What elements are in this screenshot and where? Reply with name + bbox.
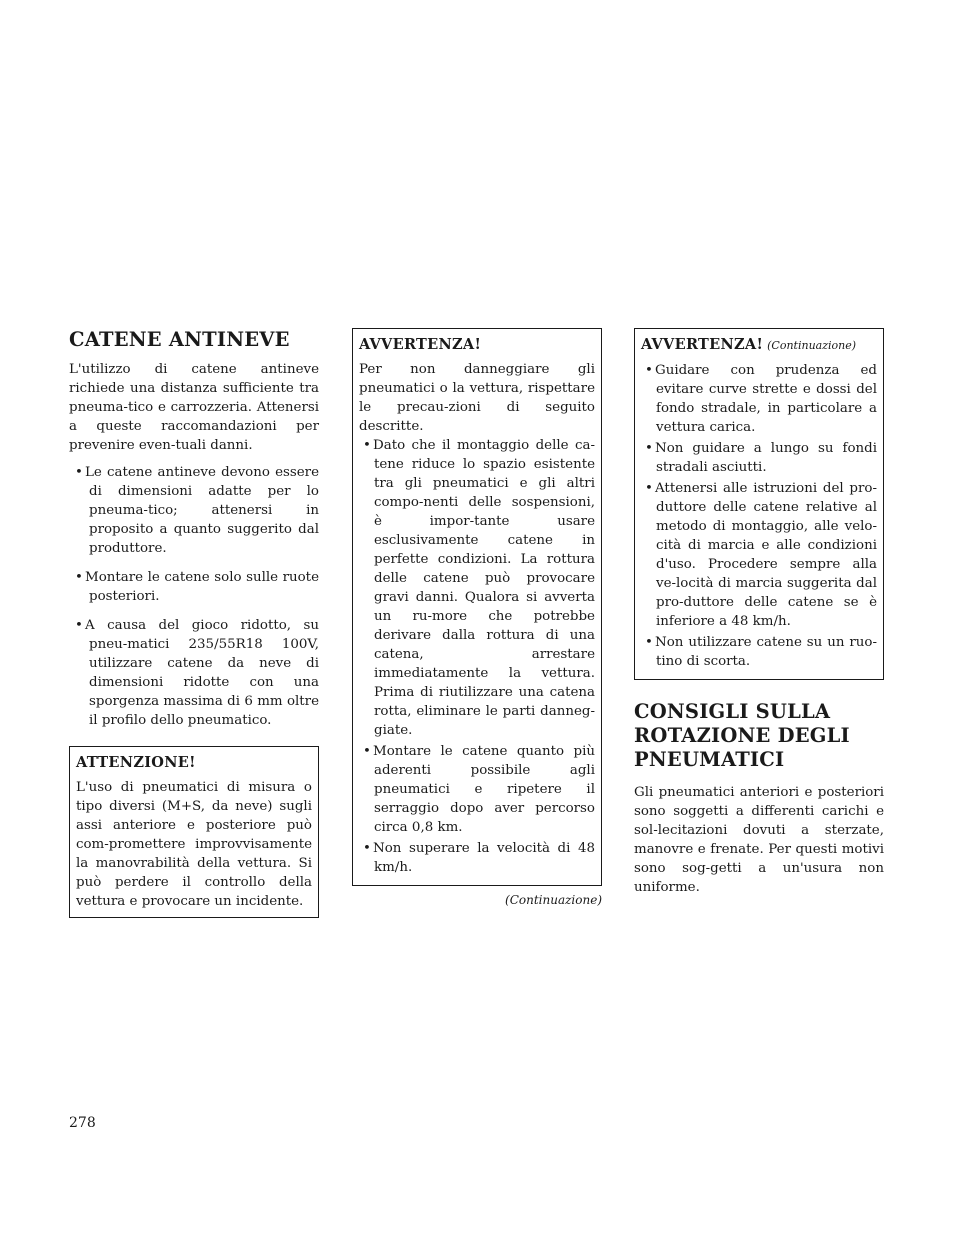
bullet-icon: • (75, 570, 83, 585)
bullet-icon: • (363, 744, 371, 759)
list-item-text: Montare le catene quanto più aderenti possibile agli pneumatici e ripetere il serraggio dopo aver percorso circa 0,8 km. (373, 744, 595, 835)
section-intro: L'utilizzo di catene antineve richiede una distanza sufficiente tra pneuma-tico e carrozzeria. Attenersi a queste raccomandazioni per prevenire even-tuali danni. (69, 362, 319, 453)
attenzione-warning-box (69, 746, 319, 918)
list-item-text: Guidare con prudenza ed evitare curve strette e dossi del fondo stradale, in particolare a vettura carica. (655, 363, 877, 435)
bullet-icon: • (75, 465, 83, 480)
avvertenza-continued-title (641, 336, 877, 355)
list-item (359, 742, 595, 837)
section-title-catene-antineve: CATENE ANTINEVE (69, 328, 290, 351)
list-item (641, 439, 877, 477)
bullet-icon: • (363, 438, 371, 453)
avvertenza-intro: Per non danneggiare gli pneumatici o la vettura, rispettare le precau-zioni di seguito descritte. (359, 362, 595, 434)
list-item (69, 463, 319, 558)
rotazione-text: Gli pneumatici anteriori e posteriori sono soggetti a differenti carichi e sol-lecitazioni dovuti a sterzate, manovre e frenate. Per questi motivi sono sog-getti a un'usura non uniforme. (634, 785, 884, 895)
avvertenza-title: AVVERTENZA! (359, 336, 482, 353)
column-middle (352, 328, 602, 907)
list-item-text: Dato che il montaggio delle ca-tene riduce lo spazio esistente tra gli pneumatici e gli altri compo-nenti delle sospensioni, è impor-tante usare esclusivamente catene in perfette condizioni. La rottura delle catene può provocare gravi danni. Qualora si avverta un ru-more che potrebbe derivare dalla rottura di una catena, arrestare immediatamente la vettura. Prima di riutilizzare una catena rotta, eliminare le parti danneg-giate. (373, 438, 595, 738)
section-title-line: ROTAZIONE DEGLI (634, 724, 850, 747)
bullet-icon: • (363, 841, 371, 856)
section-title-line: CONSIGLI SULLA (634, 700, 831, 723)
catene-bullet-list (69, 463, 319, 730)
list-item (69, 568, 319, 606)
bullet-icon: • (645, 481, 653, 496)
column-right (634, 328, 884, 905)
column-left (69, 328, 319, 918)
avvertenza-bullet-list (359, 436, 595, 877)
list-item (69, 616, 319, 730)
list-item (359, 436, 595, 740)
list-item-text: Non guidare a lungo su fondi stradali asciutti. (655, 441, 877, 475)
section-title-rotazione-pneumatici (634, 700, 884, 772)
bullet-icon: • (645, 441, 653, 456)
attenzione-title: ATTENZIONE! (76, 754, 196, 771)
avvertenza-continued-title-text: AVVERTENZA! (641, 336, 764, 353)
list-item-text: Non utilizzare catene su un ruo-tino di scorta. (655, 635, 877, 669)
list-item-text: Le catene antineve devono essere di dimensioni adatte per lo pneuma-tico; attenersi in proposito a quanto suggerito dal produttore. (85, 465, 319, 556)
avvertenza-continued-suffix: (Continuazione) (767, 339, 857, 352)
attenzione-text: L'uso di pneumatici di misura o tipo diversi (M+S, da neve) sugli assi anteriore e posteriore può com-promettere improvvisamente la manovrabilità della vettura. Si può perdere il controllo della vettura e provocare un incidente. (76, 780, 312, 909)
page-number: 278 (69, 1115, 96, 1131)
list-item-text: Non superare la velocità di 48 km/h. (373, 841, 595, 875)
list-item (641, 633, 877, 671)
avvertenza-continued-bullet-list (641, 361, 877, 671)
bullet-icon: • (645, 635, 653, 650)
avvertenza-warning-box (352, 328, 602, 886)
section-title-line: PNEUMATICI (634, 748, 785, 771)
continuation-label: (Continuazione) (505, 893, 602, 907)
list-item-text: A causa del gioco ridotto, su pneu-matici 235/55R18 100V, utilizzare catene da neve di dimensioni ridotte con una sporgenza massima di 6 mm oltre il profilo dello pneumatico. (85, 618, 319, 728)
avvertenza-continued-box (634, 328, 884, 680)
list-item (641, 479, 877, 631)
bullet-icon: • (75, 618, 83, 633)
list-item-text: Attenersi alle istruzioni del pro-duttore delle catene relative al metodo di montaggio, alle velo-cità di marcia e alle condizioni d'uso. Procedere sempre alla ve-locità di marcia suggerita dal pro-duttore delle catene se è inferiore a 48 km/h. (655, 481, 877, 629)
bullet-icon: • (645, 363, 653, 378)
list-item (641, 361, 877, 437)
list-item-text: Montare le catene solo sulle ruote posteriori. (85, 570, 319, 604)
list-item (359, 839, 595, 877)
